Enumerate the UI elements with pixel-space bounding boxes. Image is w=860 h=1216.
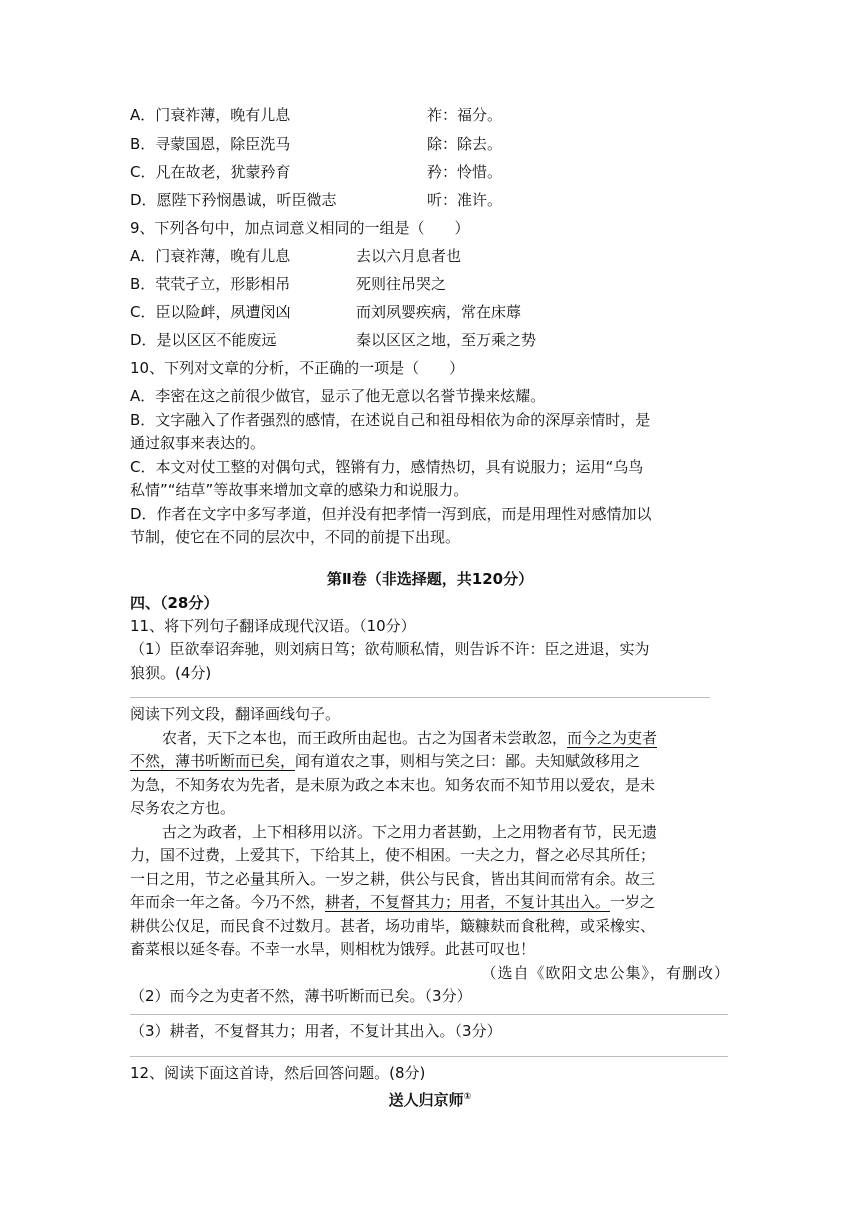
q8-option-a: A．门衰祚薄，晚有儿息 [130,106,291,124]
q11-3-prompt: （3）耕者，不复督其力；用者，不复计其出入。（3分） [130,1022,502,1040]
q11-stem: 11、将下列句子翻译成现代汉语。（10分） [130,617,416,635]
q9-option-d-right: 秦以区区之地，至万乘之势 [356,331,537,349]
q10-option-d-line2: 节制，使它在不同的层次中，不同的前提下出现。 [130,528,461,546]
q10-option-c-line2: 私情”“结草”等故事来增加文章的感染力和说服力。 [130,481,469,499]
q10-option-b-line1: B．文字融入了作者强烈的感情，在述说自己和祖母相依为命的深厚亲情时，是 [130,411,651,429]
footnote-mark: ① [463,1092,472,1102]
q8-option-b: B．寻蒙国恩，除臣洗马 [130,135,291,153]
passage-p2-line2: 力，国不过费，上爱其下，下给其上，使不相困。一夫之力，督之必尽其所任； [130,846,656,864]
passage-p2-line6: 畜菜根以延冬春。不幸一水旱，则相枕为饿殍。此甚可叹也！ [130,940,536,958]
q9-stem: 9、下列各句中，加点词意义相同的一组是（ ） [130,219,470,237]
q9-option-c-right: 而刘夙婴疾病，常在床蓐 [356,303,522,321]
q9-option-a-left: A．门衰祚薄，晚有儿息 [130,247,291,265]
q8-gloss-c: 矜：怜惜。 [427,163,503,181]
passage-p2-line4 [130,891,655,913]
q8-option-d: D．愿陛下矜悯愚诚，听臣微志 [130,191,337,209]
q10-option-a: A．李密在这之前很少做官，显示了他无意以名誉节操来炫耀。 [130,387,546,405]
passage-p1-line1 [162,727,657,749]
q9-option-b-right: 死则往吊哭之 [356,275,447,293]
q8-gloss-a: 祚：福分。 [427,106,503,124]
passage-p1-line3: 为急，不知务农为先者，是未原为政之本末也。知务农而不知节用以爱农，是未 [130,776,656,794]
q9-option-c-left: C．臣以险衅，夙遭闵凶 [130,303,291,321]
q10-option-c-line1: C．本文对仗工整的对偶句式，铿锵有力，感情热切，具有说服力；运用“乌鸟 [130,458,644,476]
answer-line-1 [130,697,710,698]
passage-p2-line5: 耕供公仅足，而民食不过数月。甚者，场功甫毕，簸糠麸而食秕稗，或采橡实、 [130,917,656,935]
q11-1-line2: 狼狈。(4分) [130,664,212,682]
passage-source: （选自《欧阳文忠公集》，有删改） [481,964,730,982]
passage-text: 农者，天下之本也，而王政所由起也。古之为国者未尝敢忽， [162,729,568,747]
underlined-sentence-2a: 而今之为吏者 [567,729,658,747]
answer-line-2 [130,1014,728,1015]
q9-option-a-right: 去以六月息者也 [356,247,462,265]
passage-text: 一岁之 [610,893,656,911]
q9-option-d-left: D．是以区区不能废远 [130,331,277,349]
passage-p1-line4: 尽务农之方也。 [130,799,236,817]
q11-2-prompt: （2）而今之为吏者不然，薄书听断而已矣。（3分） [130,987,472,1005]
q11-1-line1: （1）臣欲奉诏奔驰，则刘病日笃；欲苟顺私情，则告诉不许：臣之进退，实为 [130,640,650,658]
reading-intro: 阅读下列文段，翻译画线句子。 [130,705,341,723]
poem-title-text: 送人归京师 [388,1091,464,1109]
passage-p2-line1: 古之为政者，上下相移用以济。下之用力者甚勤，上之用物者有节，民无遗 [162,823,658,841]
underlined-sentence-3: 耕者，不复督其力；用者，不复计其出入。 [325,893,611,911]
q10-option-d-line1: D．作者在文字中多写孝道，但并没有把孝情一泻到底，而是用理性对感情加以 [130,505,652,523]
q9-option-b-left: B．茕茕孑立，形影相吊 [130,275,291,293]
q10-stem: 10、下列对文章的分析，不正确的一项是（ ） [130,359,465,377]
q10-option-b-line2: 通过叙事来表达的。 [130,434,266,452]
q8-option-c: C．凡在故老，犹蒙矜育 [130,163,291,181]
q12-stem: 12、阅读下面这首诗，然后回答问题。(8分) [130,1064,426,1082]
part2-title: 第Ⅱ卷（非选择题，共120分） [326,570,534,588]
q8-gloss-d: 听：准许。 [427,191,503,209]
passage-text: 闻有道农之事，则相与笑之曰：鄙。夫知赋敛移用之 [295,752,641,770]
underlined-sentence-2b: 不然，薄书听断而已矣， [130,752,296,770]
section-four-heading: 四、（28分） [130,594,219,612]
poem-title [0,1086,860,1111]
answer-line-3 [130,1056,728,1057]
q8-gloss-b: 除：除去。 [427,135,503,153]
passage-p1-line2 [130,750,640,772]
passage-text: 年而余一年之备。今乃不然， [130,893,326,911]
passage-p2-line3: 一日之用，节之必量其所入。一岁之耕，供公与民食，皆出其间而常有余。故三 [130,870,656,888]
